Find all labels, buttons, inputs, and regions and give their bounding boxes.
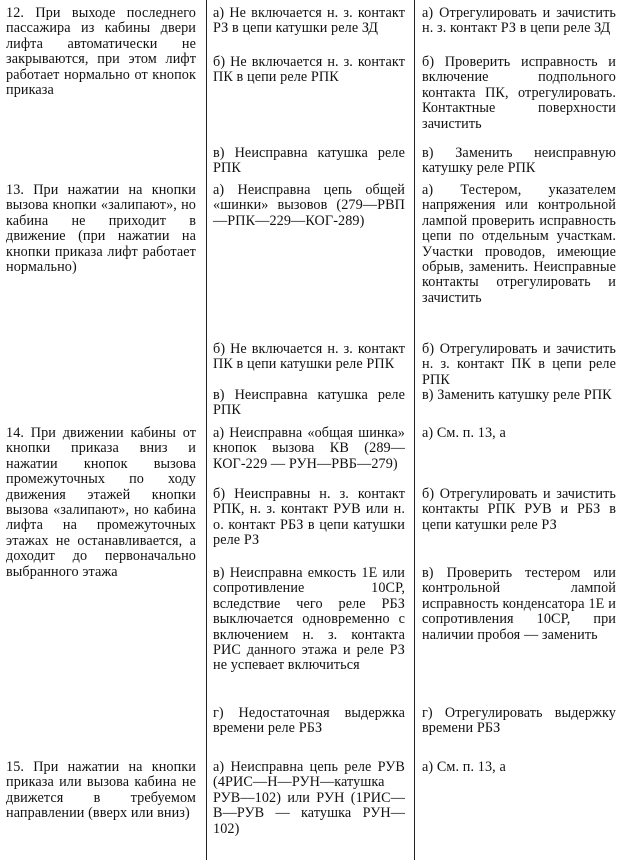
problem-13: 13. При нажатии на кнопки вызова кнопки «залипают», но кабина не приходит в движение (при нажатии на кнопки приказа лифт работает нормально) bbox=[6, 182, 196, 276]
remedy-14a: а) См. п. 13, а bbox=[422, 425, 506, 441]
problem-14: 14. При движении кабины от кнопки приказа вниз и нажатии кнопок вызова промежуточных по ходу движения этажей кнопки вызова «залипают», но кабина лифта на промежуточных этажах не останавливается, а доходит до первоначально выбранного этажа bbox=[6, 425, 196, 580]
remedy-14b: б) Отрегулировать и зачистить контакты РПК РУВ и РБЗ в цепи катушки реле РЗ bbox=[422, 486, 616, 533]
remedy-13a: а) Тестером, указателем напряжения или контрольной лампой проверить исправность цепи по отдельным участкам. Участки проводов, имеющие обрыв, заменить. Неисправные контакты отрегулировать и зачистить bbox=[422, 182, 616, 306]
remedy-13b: б) Отрегулировать и зачистить н. з. контакт ПК в цепи реле РПК bbox=[422, 341, 616, 388]
column-divider-1 bbox=[206, 0, 207, 860]
cause-14b: б) Неисправны н. з. контакт РПК, н. з. контакт РУВ или н. о. контакт РБЗ в цепи катушки реле РЗ bbox=[213, 486, 405, 549]
cause-12c: в) Неисправна катушка реле РПК bbox=[213, 145, 405, 177]
remedy-15a: а) См. п. 13, а bbox=[422, 759, 506, 775]
cause-13a: а) Неисправна цепь общей «шинки» вызовов (279—РВП—РПК—229—КОГ-289) bbox=[213, 182, 405, 229]
cause-12b: б) Не включается н. з. контакт ПК в цепи реле РПК bbox=[213, 54, 405, 86]
remedy-13c: в) Заменить катушку реле РПК bbox=[422, 387, 612, 403]
remedy-14c: в) Проверить тестером или контрольной лампой исправность конденсатора 1Е и сопротивления 10СР, при наличии пробоя — заменить bbox=[422, 565, 616, 643]
cause-12a: а) Не включается н. з. контакт РЗ в цепи катушки реле ЗД bbox=[213, 5, 405, 37]
problem-12: 12. При выходе последнего пассажира из кабины двери лифта автоматически не закрываются, при этом лифт работает нормально от кнопок приказа bbox=[6, 5, 196, 99]
cause-13b: б) Не включается н. з. контакт ПК в цепи катушки реле РПК bbox=[213, 341, 405, 373]
remedy-12b: б) Проверить исправность и включение подпольного контакта ПК, отрегулировать. Контактные поверхности зачистить bbox=[422, 54, 616, 132]
remedy-12a: а) Отрегулировать и зачистить н. з. контакт РЗ в цепи реле ЗД bbox=[422, 5, 616, 37]
cause-15a: а) Неисправна цепь реле РУВ (4РИС—Н—РУН—катушка РУВ—102) или РУН (1РИС—В—РУВ — катушка РУН—102) bbox=[213, 759, 405, 837]
problem-15: 15. При нажатии на кнопки приказа или вызова кабина не движется в требуемом направлении (вверх или вниз) bbox=[6, 759, 196, 822]
remedy-12c: в) Заменить неисправную катушку реле РПК bbox=[422, 145, 616, 177]
column-divider-2 bbox=[414, 0, 415, 860]
cause-14d: г) Недостаточная выдержка времени реле РБЗ bbox=[213, 705, 405, 737]
cause-14c: в) Неисправна емкость 1Е или сопротивление 10СР, вследствие чего реле РБЗ выключается одновременно с включением н. з. контакта РИС данного этажа и реле РЗ не успевает включиться bbox=[213, 565, 405, 674]
cause-14a: а) Неисправна «общая шинка» кнопок вызова КВ (289—КОГ-229 — РУН—РВБ—279) bbox=[213, 425, 405, 472]
remedy-14d: г) Отрегулировать выдержку времени РБЗ bbox=[422, 705, 616, 737]
cause-13c: в) Неисправна катушка реле РПК bbox=[213, 387, 405, 419]
